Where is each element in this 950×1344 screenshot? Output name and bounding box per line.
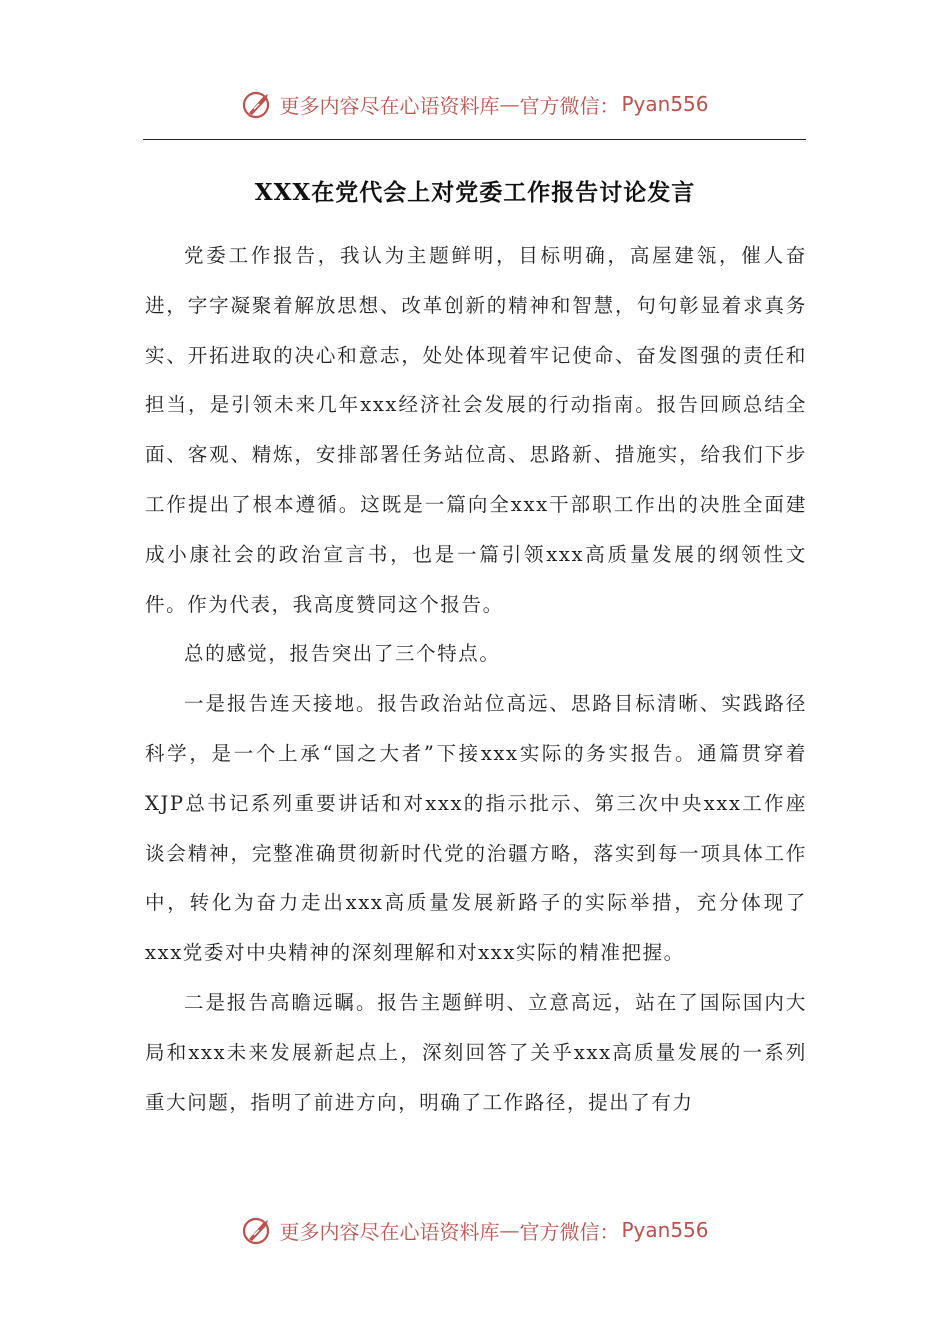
banner-text: 更多内容尽在心语资料库: [279, 1219, 500, 1244]
pen-nib-icon: [241, 1213, 275, 1247]
paragraph: 一是报告连天接地。报告政治站位高远、思路目标清晰、实践路径科学，是一个上承“国之大者”下接xxx实际的务实报告。通篇贯穿着XJP总书记系列重要讲话和对xxx的指示批示、第三次中央xxx工作座谈会精神，完整准确贯彻新时代党的治疆方略，落实到每一项具体工作中，转化为奋力走出xxx高质量发展新路子的实际举措，充分体现了xxx党委对中央精神的深刻理解和对xxx实际的精准把握。: [145, 692, 807, 965]
document-title: XXX在党代会上对党委工作报告讨论发言: [254, 179, 696, 206]
banner-wechat-label: 官方微信：: [519, 93, 620, 118]
pen-nib-icon: [241, 87, 275, 121]
banner-text: 更多内容尽在心语资料库: [279, 93, 500, 118]
header-divider: [143, 139, 806, 140]
paragraph: 党委工作报告，我认为主题鲜明，目标明确，高屋建瓴，催人奋进，字字凝聚着解放思想、改革创新的精神和智慧，句句彰显着求真务实、开拓进取的决心和意志，处处体现着牢记使命、奋发图强的责任和担当，是引领未来几年xxx经济社会发展的行动指南。报告回顾总结全面、客观、精炼，安排部署任务站位高、思路新、措施实，给我们下步工作提出了根本遵循。这既是一篇向全xxx干部职工作出的决胜全面建成小康社会的政治宣言书，也是一篇引领xxx高质量发展的纲领性文件。作为代表，我高度赞同这个报告。: [145, 244, 807, 616]
paragraph: 总的感觉，报告突出了三个特点。: [184, 642, 501, 666]
banner-wechat-id: Pyan556: [621, 1218, 709, 1242]
banner-wechat-id: Pyan556: [621, 92, 709, 116]
banner-dash: —: [499, 1218, 520, 1242]
document-body: [145, 231, 807, 1127]
footer-banner: [0, 1210, 950, 1250]
header-banner: [0, 84, 950, 124]
paragraph: 二是报告高瞻远瞩。报告主题鲜明、立意高远，站在了国际国内大局和xxx未来发展新起点上，深刻回答了关乎xxx高质量发展的一系列重大问题，指明了前进方向，明确了工作路径，提出了有力: [145, 990, 807, 1114]
banner-wechat-label: 官方微信：: [519, 1219, 620, 1244]
banner-dash: —: [499, 92, 520, 116]
